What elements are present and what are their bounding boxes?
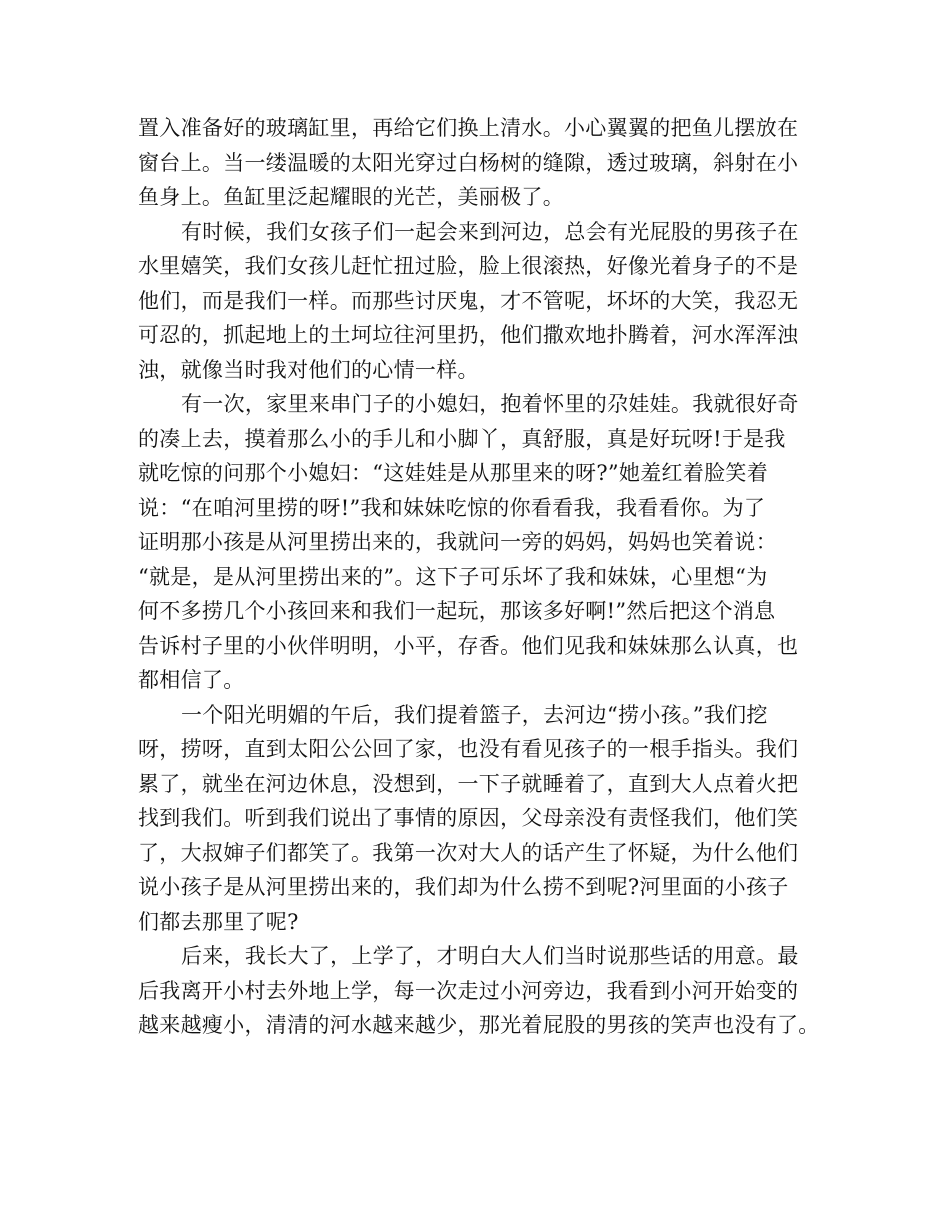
text-line: 越来越瘦小，清清的河水越来越少，那光着屁股的男孩的笑声也没有了。 <box>138 1013 820 1037</box>
text-line: 告诉村子里的小伙伴明明，小平，存香。他们见我和妹妹那么认真，也 <box>138 633 799 658</box>
text-line: 他们，而是我们一样。而那些讨厌鬼，才不管呢，坏坏的大笑，我忍无 <box>138 288 799 313</box>
text-line: 的凑上去，摸着那么小的手儿和小脚丫，真舒服，真是好玩呀!于是我 <box>138 426 786 451</box>
text-line: 都相信了。 <box>138 668 245 692</box>
paragraph <box>138 387 822 698</box>
text-line: 置入准备好的玻璃缸里，再给它们换上清水。小心翼翼的把鱼儿摆放在 <box>138 116 799 140</box>
text-line: 了，大叔婶子们都笑了。我第一次对大人的话产生了怀疑，为什么他们 <box>138 840 799 865</box>
text-line: 窗台上。当一缕温暖的太阳光穿过白杨树的缝隙，透过玻璃，斜射在小 <box>138 150 799 175</box>
text-line: 后来，我长大了，上学了，才明白大人们当时说那些话的用意。最 <box>181 944 799 968</box>
text-line: 找到我们。听到我们说出了事情的原因，父母亲没有责怪我们，他们笑 <box>138 806 799 830</box>
text-line: 浊，就像当时我对他们的心情一样。 <box>138 357 479 382</box>
text-line: 后我离开小村去外地上学，每一次走过小河旁边，我看到小河开始变的 <box>138 978 799 1003</box>
text-line: 有一次，家里来串门子的小媳妇，抱着怀里的尕娃娃。我就很好奇 <box>181 392 799 416</box>
text-line: 水里嬉笑，我们女孩儿赶忙扭过脸，脸上很滚热，好像光着身子的不是 <box>138 254 799 278</box>
text-line: 累了，就坐在河边休息，没想到，一下子就睡着了，直到大人点着火把 <box>138 771 799 796</box>
paragraph <box>138 215 822 388</box>
text-line: 有时候，我们女孩子们一起会来到河边，总会有光屁股的男孩子在 <box>181 219 799 244</box>
text-line: “就是，是从河里捞出来的”。这下子可乐坏了我和妹妹，心里想“为 <box>138 564 768 589</box>
text-line: 何不多捞几个小孩回来和我们一起玩，那该多好啊!”然后把这个消息 <box>138 599 776 623</box>
text-line: 呀，捞呀，直到太阳公公回了家，也没有看见孩子的一根手指头。我们 <box>138 737 799 761</box>
text-line: 们都去那里了呢? <box>138 909 299 934</box>
text-line: 就吃惊的问那个小媳妇：“这娃娃是从那里来的呀?”她羞红着脸笑着 <box>138 461 769 485</box>
paragraph <box>138 111 822 215</box>
text-line: 可忍的，抓起地上的土坷垃往河里扔，他们撒欢地扑腾着，河水浑浑浊 <box>138 323 799 347</box>
text-line: 一个阳光明媚的午后，我们提着篮子，去河边“捞小孩。”我们挖 <box>181 702 768 727</box>
paragraph <box>138 698 822 940</box>
paragraph <box>138 939 822 1043</box>
document-body <box>138 111 822 1043</box>
text-line: 说：“在咱河里捞的呀!”我和妹妹吃惊的你看看我，我看看你。为了 <box>138 495 766 520</box>
text-line: 说小孩子是从河里捞出来的，我们却为什么捞不到呢?河里面的小孩子 <box>138 875 789 899</box>
text-line: 证明那小孩是从河里捞出来的，我就问一旁的妈妈，妈妈也笑着说： <box>138 530 777 554</box>
text-line: 鱼身上。鱼缸里泛起耀眼的光芒，美丽极了。 <box>138 185 564 209</box>
